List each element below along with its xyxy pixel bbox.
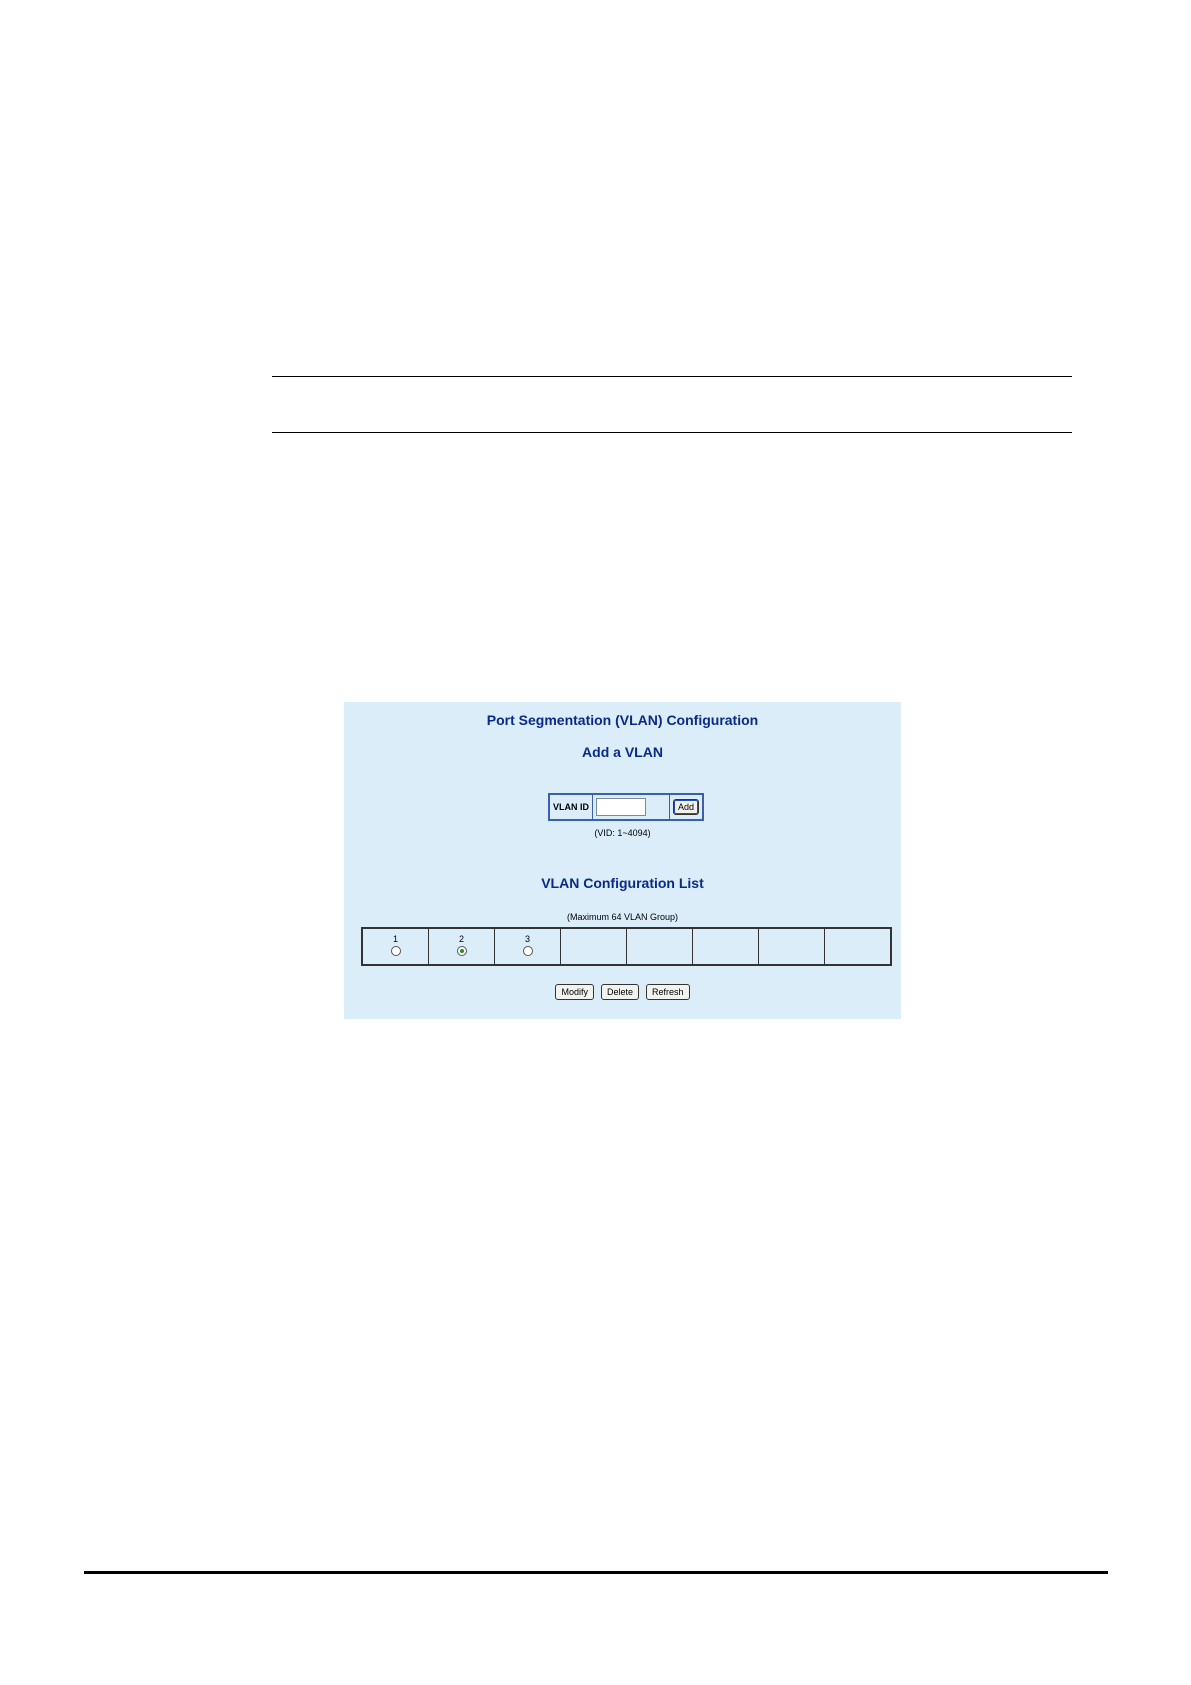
footer-rule [84, 1571, 1108, 1574]
max-vlan-hint: (Maximum 64 VLAN Group) [566, 912, 679, 922]
vlan-id-label: VLAN ID [550, 795, 593, 819]
vlan-id-text: 1 [392, 934, 398, 944]
vlan-cell [429, 929, 495, 964]
empty-vlan-cell [759, 929, 825, 964]
top-rule [272, 376, 1072, 377]
page-title: Port Segmentation (VLAN) Configuration [486, 712, 759, 728]
vlan-list-heading: VLAN Configuration List [541, 875, 704, 891]
vlan-config-panel [344, 702, 901, 1019]
vlan-radio[interactable] [523, 946, 533, 956]
action-buttons [344, 984, 901, 1000]
modify-button[interactable]: Modify [555, 984, 594, 1000]
vlan-cell [363, 929, 429, 964]
add-vlan-heading: Add a VLAN [582, 744, 663, 760]
vlan-id-text: 2 [458, 934, 464, 944]
empty-vlan-cell [693, 929, 759, 964]
vlan-radio-selected[interactable] [457, 946, 467, 956]
add-vlan-form [548, 793, 704, 821]
vlan-cell [495, 929, 561, 964]
vid-range-hint: (VID: 1~4094) [594, 828, 651, 838]
vlan-id-input[interactable] [596, 798, 646, 816]
refresh-button[interactable]: Refresh [646, 984, 690, 1000]
vlan-id-text: 3 [524, 934, 530, 944]
empty-vlan-cell [561, 929, 627, 964]
empty-vlan-cell [627, 929, 693, 964]
add-button[interactable]: Add [673, 799, 699, 815]
vlan-list-table [361, 927, 892, 966]
middle-rule [272, 432, 1072, 433]
delete-button[interactable]: Delete [601, 984, 639, 1000]
add-button-cell [669, 795, 702, 819]
vlan-radio[interactable] [391, 946, 401, 956]
empty-vlan-cell [825, 929, 890, 964]
